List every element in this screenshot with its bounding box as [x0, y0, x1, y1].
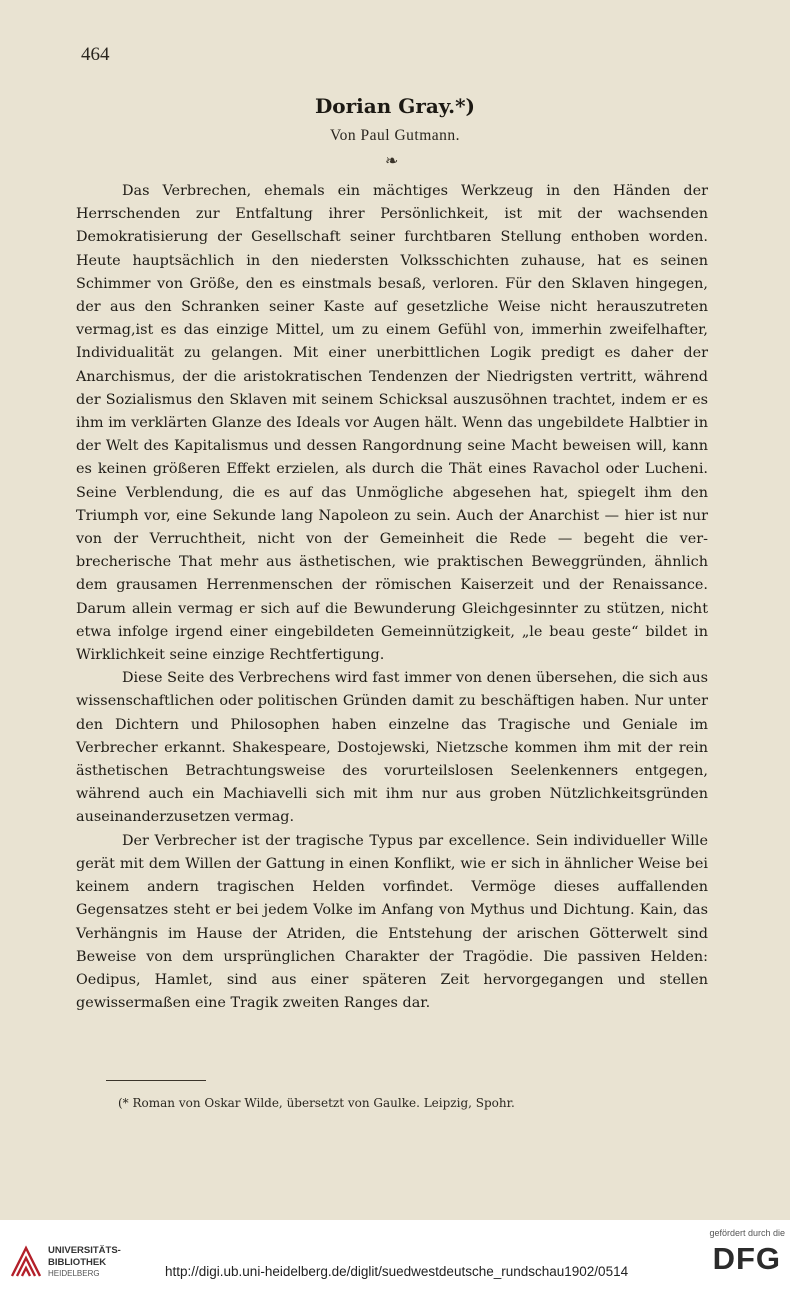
- footnote: (* Roman von Oskar Wilde, übersetzt von Gaulke. Leipzig, Spohr.: [118, 1096, 515, 1110]
- permalink-url[interactable]: http://digi.ub.uni-heidelberg.de/diglit/suedwestdeutsche_rundschau1902/0514: [165, 1264, 629, 1279]
- viewer-footer: [0, 1220, 790, 1289]
- article-title: Dorian Gray.*): [314, 94, 476, 118]
- library-name: [48, 1245, 121, 1280]
- library-line-3: HEIDELBERG: [48, 1269, 100, 1278]
- library-line-1: UNIVERSITÄTS-: [48, 1245, 121, 1256]
- paragraph-2: Diese Seite des Verbrechens wird fast immer von denen übersehen, die sich aus wissenschaftlichen oder politischen Gründen damit zu beschäftigen haben. Nur unter den Dichtern und Philosophen haben einzelne das Tragische und Geniale im Verbrecher erkannt. Shakespeare, Dostojewski, Nietzsche kommen ihm mit der rein ästhetischen Betrachtungsweise des vorurteilslosen Seelenkenners entgegen, während auch ein Machiavelli sich mit ihm nur aus groben Nützlichkeitsgründen auseinanderzusetzen vermag.: [76, 670, 708, 826]
- dfg-logo[interactable]: [680, 1228, 785, 1286]
- author-byline: Von Paul Gutmann.: [329, 127, 461, 144]
- dfg-wordmark: DFG: [712, 1241, 781, 1276]
- paragraph-3: Der Verbrecher ist der tragische Typus par excellence. Sein individueller Wille gerät mit dem Willen der Gattung in einen Konflikt, wie er sich in ähnlicher Weise bei keinem andern tragischen Helden vorfindet. Vermöge dieses auffallenden Gegensatzes steht er bei jedem Volke im Anfang von Mythus und Dichtung. Kain, das Verhängnis im Hause der Atriden, die Entstehung der arischen Götterwelt sind Beweise von dem ursprünglichen Charakter der Tragödie. Die passiven Helden: Oedipus, Hamlet, sind aus einer späteren Zeit hervorgegangen und stellen gewissermaßen eine Tragik zweiten Ranges dar.: [76, 832, 708, 1012]
- page-number: 464: [81, 44, 110, 65]
- article-body: [76, 180, 708, 1015]
- library-line-2: BIBLIOTHEK: [48, 1256, 107, 1268]
- library-emblem-icon: [10, 1242, 42, 1278]
- footnote-divider: [106, 1080, 206, 1081]
- paragraph-1: Das Verbrechen, ehemals ein mächtiges Werkzeug in den Händen der Herrschenden zur Entfaltung ihrer Persönlichkeit, ist mit der wachsenden Demokratisierung der Gesellschaft seiner furchtbaren Stellung enthoben worden. Heute hauptsächlich in den niedersten Volksschichten zuhause, hat es seinen Schimmer von Größe, den es einstmals besaß, verloren. Für den Sklaven hingegen, der aus den Schranken seiner Kaste auf gesetzliche Weise nicht herauszutreten vermag,ist es das einzige Mittel, um zu einem Gefühl von, immerhin zweifelhafter, Individualität zu gelangen. Mit einer unerbittlichen Logik predigt es daher der Anarchismus, der die aristokratischen Tendenzen der Niedrigsten vertritt, während der Sozialismus den Sklaven mit seinem Schicksal auszusöhnen trachtet, indem er es ihm im verklärten Glanze des Ideals vor Augen hält. Wenn das ungebildete Halbtier in der Welt des Kapitalismus und dessen Rangordnung seine Macht beweisen will, kann es keinen größeren Effekt erzielen, als durch die Thät eines Ravachol oder Lucheni. Seine Verblendung, die es auf das Unmögliche abgesehen hat, spiegelt ihm den Triumph vor, eine Sekunde lang Napoleon zu sein. Auch der Anarchist — hier ist nur von der Verruchtheit, nicht von der Gemeinheit die Rede — begeht die verbrecherische That mehr aus ästhetischen, wie praktischen Beweggründen, ähnlich dem grausamen Herrenmenschen der römischen Kaiserzeit und der Renaissance. Darum allein vermag er sich auf die Bewunderung Gleichgesinnter zu stützen, nicht etwa infolge irgend einer eingebildeten Gemeinnützigkeit, „le beau geste“ bildet in Wirklichkeit seine einzige Rechtfertigung.: [76, 183, 708, 664]
- fleuron-ornament-icon: ❧: [385, 151, 399, 170]
- library-logo[interactable]: [10, 1242, 150, 1282]
- funding-caption: gefördert durch die: [709, 1228, 785, 1238]
